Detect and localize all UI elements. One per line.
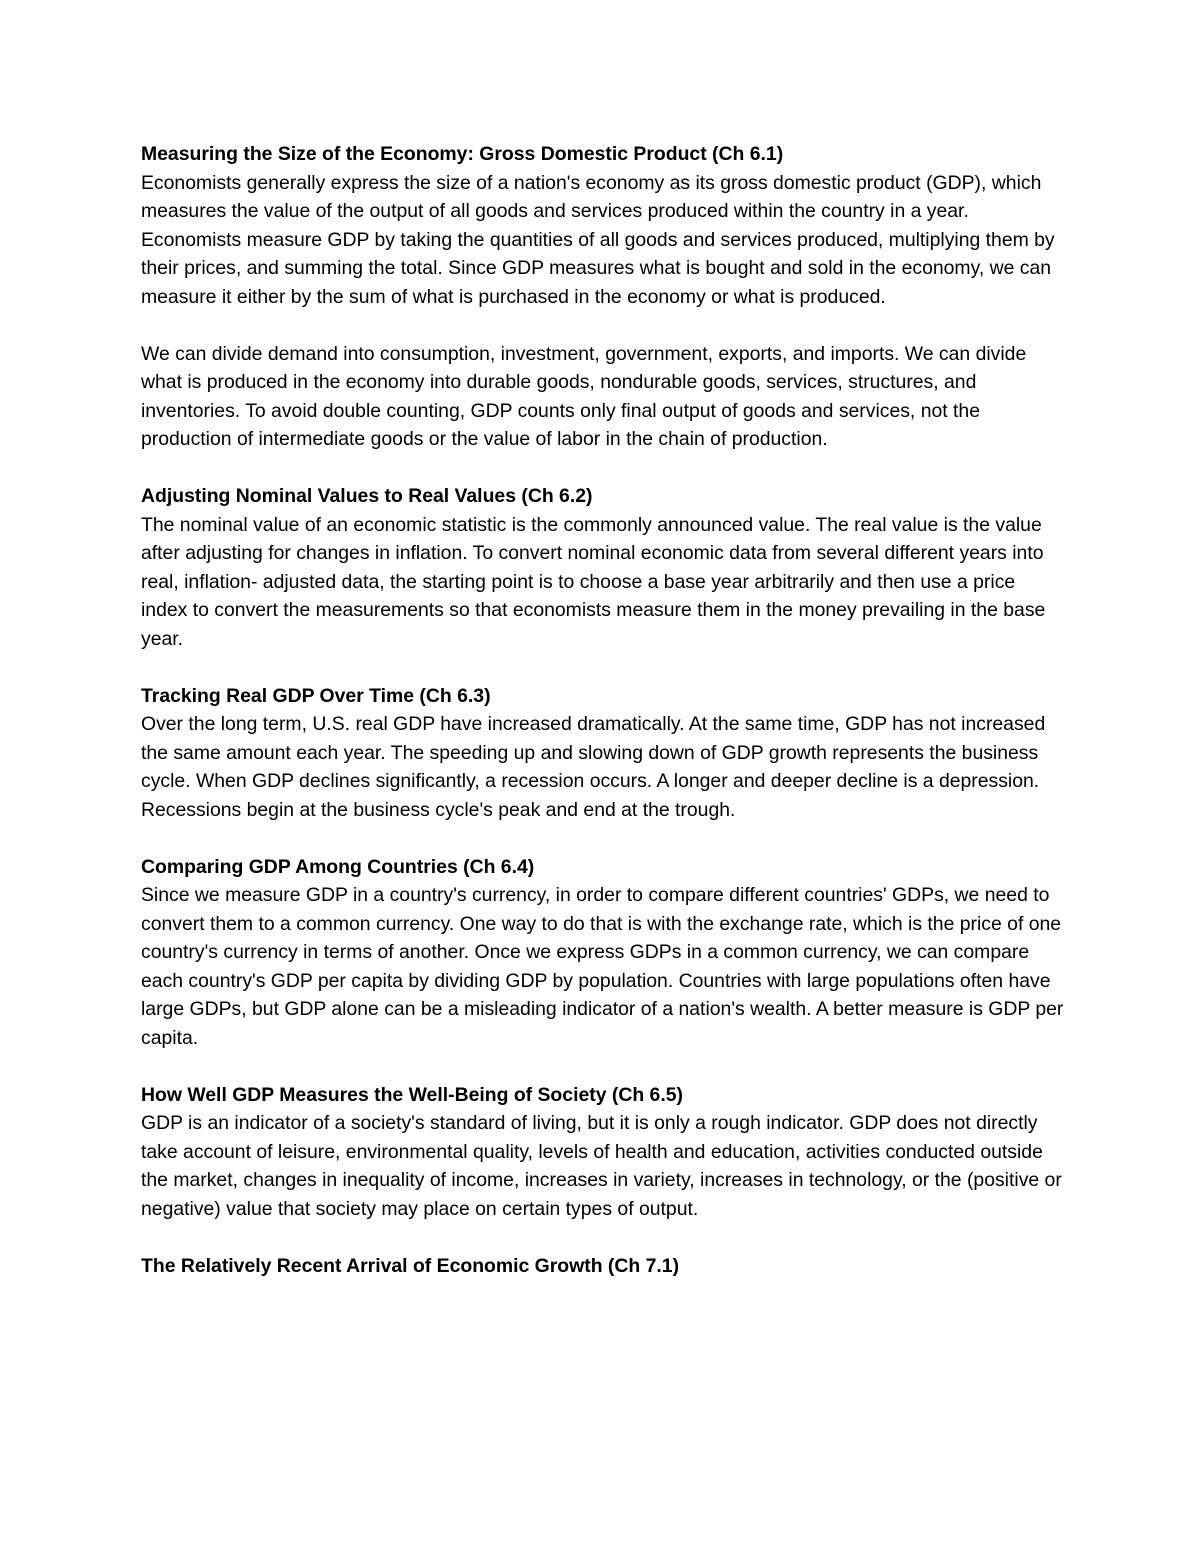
paragraph: The nominal value of an economic statistic is the commonly announced value. The real value is the value after adjusting for changes in inflation. To convert nominal economic data from several different years into real, inflation- adjusted data, the starting point is to choose a base year arbitrarily and then use a price index to convert the measurements so that economists measure them in the money prevailing in the base year. xyxy=(141,513,1046,650)
section-heading: Adjusting Nominal Values to Real Values (Ch 6.2) xyxy=(141,485,593,507)
section-heading: Tracking Real GDP Over Time (Ch 6.3) xyxy=(141,684,491,707)
section-heading: Comparing GDP Among Countries (Ch 6.4) xyxy=(141,855,535,878)
section-well-being xyxy=(141,1081,1066,1224)
section-economic-growth xyxy=(141,1252,1066,1281)
paragraph: Economists generally express the size of a nation's economy as its gross domestic product (GDP), which measures the value of the output of all goods and services produced within the country in a year. Economists measure GDP by taking the quantities of all goods and services produced, multiplying them by their prices, and summing the total. Since GDP measures what is bought and sold in the economy, we can measure it either by the sum of what is purchased in the economy or what is produced. xyxy=(141,171,1055,308)
paragraph: Over the long term, U.S. real GDP have increased dramatically. At the same time, GDP has not increased the same amount each year. The speeding up and slowing down of GDP growth represents the business cycle. When GDP declines significantly, a recession occurs. A longer and deeper decline is a depression. Recessions begin at the business cycle's peak and end at the trough. xyxy=(141,713,1046,821)
document-page xyxy=(141,140,1066,1309)
section-real-gdp-over-time xyxy=(141,682,1066,825)
section-comparing-gdp xyxy=(141,853,1066,1053)
section-heading: Measuring the Size of the Economy: Gross Domestic Product (Ch 6.1) xyxy=(141,143,784,165)
section-heading: The Relatively Recent Arrival of Economic Growth (Ch 7.1) xyxy=(141,1254,680,1277)
section-heading: How Well GDP Measures the Well-Being of Society (Ch 6.5) xyxy=(141,1083,683,1106)
section-nominal-real xyxy=(141,482,1066,653)
paragraph: GDP is an indicator of a society's standard of living, but it is only a rough indicator. GDP does not directly take account of leisure, environmental quality, levels of health and education, activities conducted outside the market, changes in inequality of income, increases in variety, increases in technology, or the (positive or negative) value that society may place on certain types of output. xyxy=(141,1112,1062,1220)
paragraph: We can divide demand into consumption, investment, government, exports, and imports. We can divide what is produced in the economy into durable goods, nondurable goods, services, structures, and inventories. To avoid double counting, GDP counts only final output of goods and services, not the production of intermediate goods or the value of labor in the chain of production. xyxy=(141,342,1027,450)
section-gdp xyxy=(141,140,1066,454)
paragraph: Since we measure GDP in a country's currency, in order to compare different countries' GDPs, we need to convert them to a common currency. One way to do that is with the exchange rate, which is the price of one country's currency in terms of another. Once we express GDPs in a common currency, we can compare each country's GDP per capita by dividing GDP by population. Countries with large populations often have large GDPs, but GDP alone can be a misleading indicator of a nation's wealth. A better measure is GDP per capita. xyxy=(141,884,1064,1049)
